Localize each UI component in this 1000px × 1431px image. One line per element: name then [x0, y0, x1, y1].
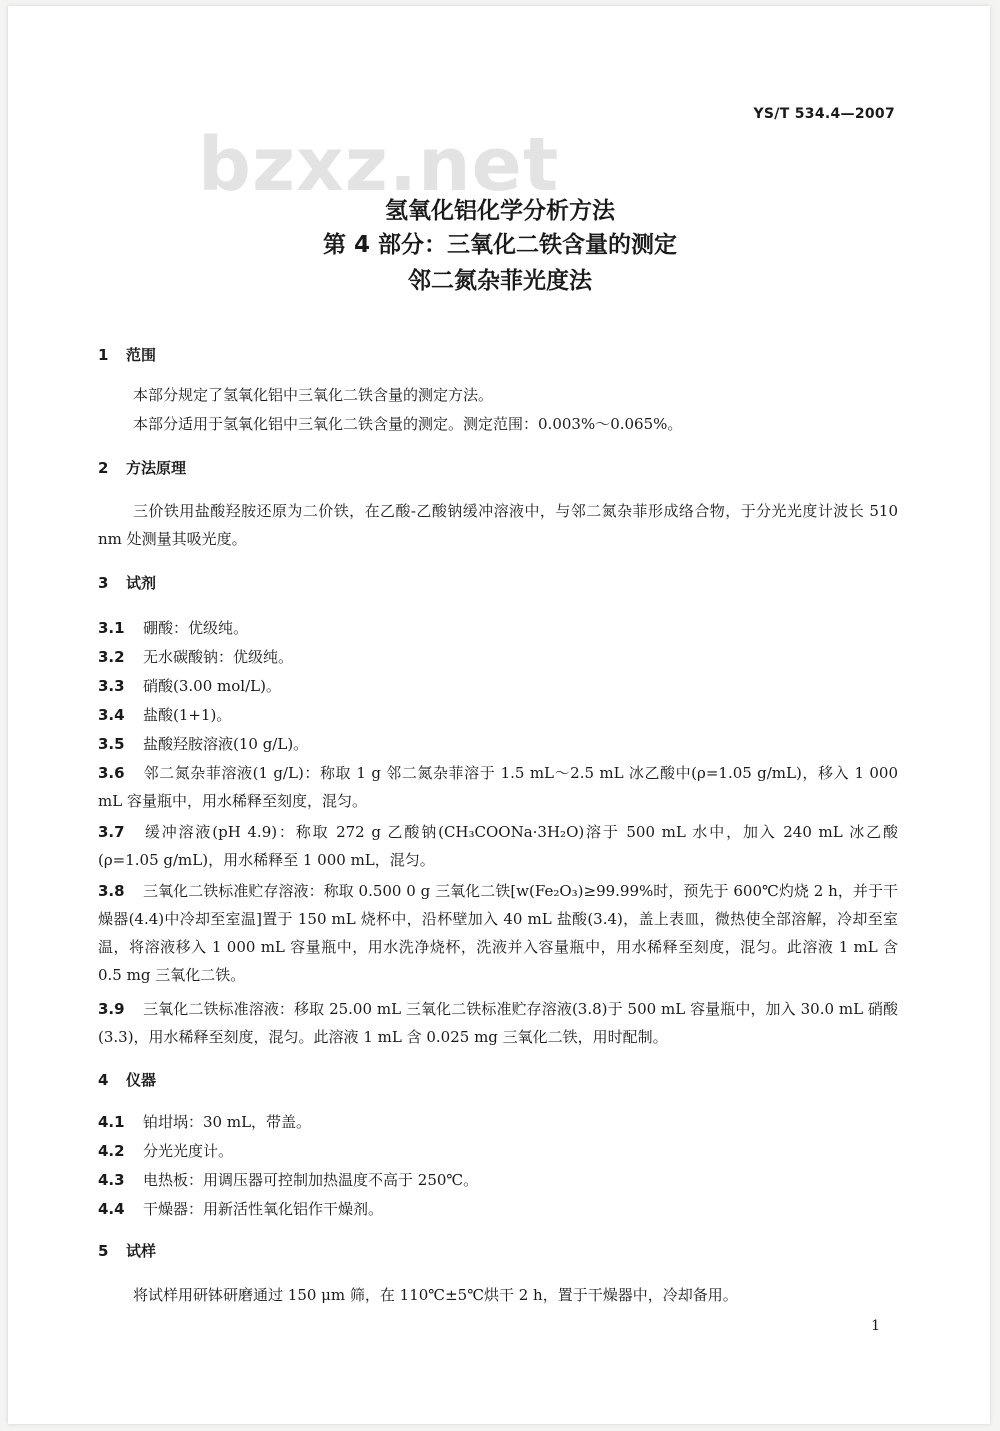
item-text: 硼酸：优级纯。	[143, 619, 249, 637]
section-number: 1	[98, 346, 109, 364]
section-title: 试剂	[126, 574, 157, 592]
item-text: 邻二氮杂菲溶液(1 g/L)：称取 1 g 邻二氮杂菲溶于 1.5 mL～2.5 mL 冰乙酸中(ρ=1.05 g/mL)，移入 1 000 mL 容量瓶中，用水稀释至刻度，混匀。	[98, 764, 898, 810]
item-number: 3.5	[98, 735, 125, 753]
item-number: 4.3	[98, 1171, 125, 1189]
section-2-paragraph-1: 三价铁用盐酸羟胺还原为二价铁，在乙酸-乙酸钠缓冲溶液中，与邻二氮杂菲形成络合物，于分光光度计波长 510 nm 处测量其吸光度。	[98, 502, 898, 548]
item-text: 盐酸(1+1)。	[143, 706, 232, 724]
item-number: 3.8	[98, 882, 125, 900]
title-line-3: 邻二氮杂菲光度法	[408, 268, 592, 294]
standard-code: YS/T 534.4—2007	[753, 106, 895, 122]
section-1-paragraph-1: 本部分规定了氢氧化铝中三氧化二铁含量的测定方法。	[133, 386, 494, 404]
title-line-2: 第 4 部分：三氧化二铁含量的测定	[322, 232, 678, 258]
instrument-item	[98, 1108, 898, 1136]
instrument-item	[98, 1137, 898, 1165]
section-5-paragraph-1: 将试样用研钵研磨通过 150 μm 筛，在 110℃±5℃烘干 2 h，置于干燥器中，冷却备用。	[133, 1286, 738, 1304]
reagent-item	[98, 759, 898, 815]
item-number: 4.1	[98, 1113, 125, 1131]
item-number: 3.3	[98, 677, 125, 695]
section-2-heading	[98, 461, 186, 476]
item-text: 铂坩埚：30 mL，带盖。	[143, 1113, 312, 1131]
section-5-heading	[98, 1244, 156, 1259]
section-number: 4	[98, 1071, 109, 1089]
item-number: 4.4	[98, 1200, 125, 1218]
watermark-text: bzxz.net	[198, 122, 560, 208]
reagent-item	[98, 701, 898, 729]
section-number: 2	[98, 459, 109, 477]
page-number: 1	[871, 1318, 880, 1334]
section-title: 范围	[126, 346, 157, 364]
item-number: 3.2	[98, 648, 125, 666]
item-text: 分光光度计。	[143, 1142, 234, 1160]
item-number: 3.6	[98, 764, 125, 782]
section-number: 5	[98, 1242, 109, 1260]
reagent-item	[98, 877, 898, 989]
section-title: 方法原理	[126, 459, 187, 477]
item-text: 无水碳酸钠：优级纯。	[143, 648, 294, 666]
section-title: 试样	[126, 1242, 157, 1260]
reagent-item	[98, 643, 898, 671]
item-text: 盐酸羟胺溶液(10 g/L)。	[143, 735, 309, 753]
item-number: 3.4	[98, 706, 125, 724]
section-1-heading	[98, 348, 156, 363]
item-text: 缓冲溶液(pH 4.9)：称取 272 g 乙酸钠(CH₃COONa·3H₂O)溶于 500 mL 水中，加入 240 mL 冰乙酸(ρ=1.05 g/mL)，用水稀释至 1 000 mL，混匀。	[98, 823, 898, 869]
item-number: 3.1	[98, 619, 125, 637]
section-4-heading	[98, 1073, 156, 1088]
reagent-item	[98, 614, 898, 642]
section-number: 3	[98, 574, 109, 592]
title-line-1: 氢氧化铝化学分析方法	[385, 198, 615, 224]
item-text: 干燥器：用新活性氧化铝作干燥剂。	[143, 1200, 384, 1218]
section-title: 仪器	[126, 1071, 157, 1089]
section-3-heading	[98, 576, 156, 591]
section-1-paragraph-2: 本部分适用于氢氧化铝中三氧化二铁含量的测定。测定范围：0.003%～0.065%。	[133, 415, 683, 433]
item-text: 电热板：用调压器可控制加热温度不高于 250℃。	[143, 1171, 479, 1189]
item-number: 3.9	[98, 1000, 125, 1018]
reagent-item	[98, 730, 898, 758]
reagent-item	[98, 818, 898, 874]
item-text: 硝酸(3.00 mol/L)。	[143, 677, 281, 695]
item-text: 三氧化二铁标准溶液：移取 25.00 mL 三氧化二铁标准贮存溶液(3.8)于 500 mL 容量瓶中，加入 30.0 mL 硝酸(3.3)，用水稀释至刻度，混匀。此溶液 1 mL 含 0.025 mg 三氧化二铁，用时配制。	[98, 1000, 898, 1046]
item-number: 3.7	[98, 823, 125, 841]
reagent-item	[98, 672, 898, 700]
item-text: 三氧化二铁标准贮存溶液：称取 0.500 0 g 三氧化二铁[w(Fe₂O₃)≥99.99%时，预先于 600℃灼烧 2 h，并于干燥器(4.4)中冷却至室温]置于 150 mL 烧杯中，沿杯壁加入 40 mL 盐酸(3.4)，盖上表皿，微热使全部溶解，冷却至室温，将溶液移入 1 000 mL 容量瓶中，用水洗净烧杯，洗液并入容量瓶中，用水稀释至刻度，混匀。此溶液 1 mL 含 0.5 mg 三氧化二铁。	[98, 882, 898, 984]
item-number: 4.2	[98, 1142, 125, 1160]
instrument-item	[98, 1195, 898, 1223]
reagent-item	[98, 995, 898, 1051]
instrument-item	[98, 1166, 898, 1194]
